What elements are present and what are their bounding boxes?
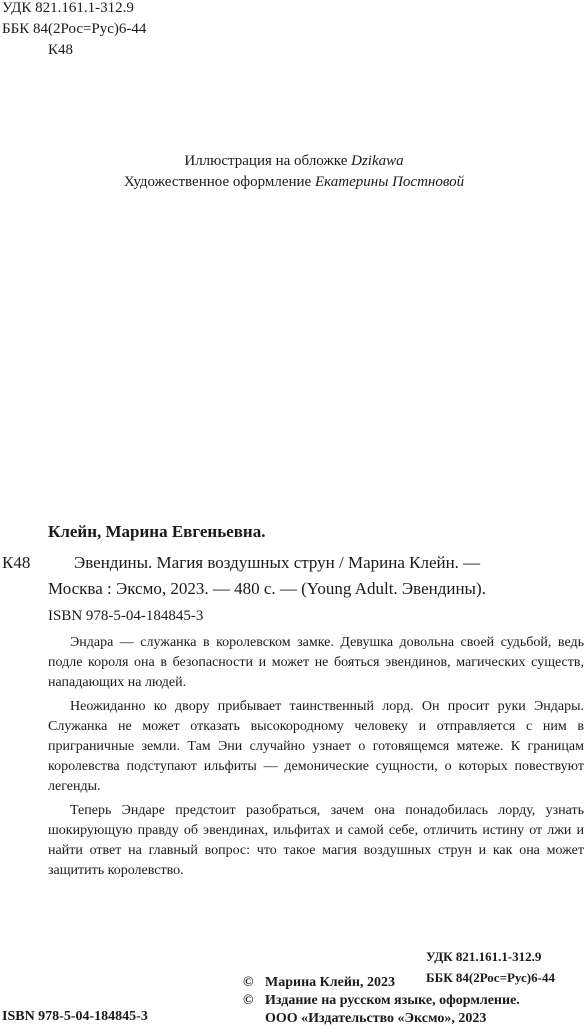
design-credit [0, 172, 588, 193]
record-isbn: ISBN 978-5-04-184845-3 [48, 608, 204, 624]
bbk-code: ББК 84(2Рос=Рус)6-44 [2, 21, 147, 37]
author-heading: Клейн, Марина Евгеньевна. [48, 522, 266, 541]
designer-name: Екатерины Постновой [314, 174, 465, 190]
annotation [48, 633, 584, 881]
bottom-isbn: ISBN 978-5-04-184845-3 [2, 1009, 148, 1024]
imprint-line: Москва : Эксмо, 2023. — 480 с. — (Young Adult. Эвендины). [48, 579, 486, 598]
cover-artist: Dzikawa [351, 153, 404, 169]
cover-illustration-credit [0, 151, 588, 172]
copyright-author [243, 974, 395, 992]
annotation-paragraph: Теперь Эндаре предстоит разобраться, зачем она понадобилась лорду, узнать шокирующую правду об эвендинах, ильфитах и самой себе, отличить истину от лжи и найти ответ на главный вопрос: что такое магия воздушных струн и как она может защитить королевство. [48, 803, 584, 878]
annotation-paragraph: Эндара — служанка в королевском замке. Девушка довольна своей судьбой, ведь подле короля она в безопасности и может не бояться эвендинов, магических существ, нападающих на людей. [48, 635, 584, 690]
record-author-mark: К48 [2, 553, 31, 572]
copyright-publisher: ООО «Издательство «Эксмо», 2023 [265, 1011, 487, 1026]
design-label: Художественное оформление [123, 174, 315, 190]
copyright-edition [243, 992, 520, 1010]
bottom-udk-code: УДК 821.161.1-312.9 [426, 949, 542, 964]
cover-label: Иллюстрация на обложке [184, 153, 352, 169]
copyright-line: Издание на русском языке, оформление. [265, 993, 520, 1008]
copyright-symbol: © [243, 993, 254, 1008]
title-line: Эвендины. Магия воздушных струн / Марина Клейн. — [74, 553, 481, 572]
author-mark: К48 [48, 42, 74, 58]
annotation-paragraph: Неожиданно ко двору прибывает таинственный лорд. Он просит руки Эндары. Служанка не может отказать высокородному человеку и отправляется с ним в приграничные земли. Там Эни случайно узнает о готовящемся мятеже. К границам королевства подступают ильфиты — демонические сущности, о которых повествуют легенды. [48, 699, 584, 794]
copyright-line: Марина Клейн, 2023 [265, 975, 395, 990]
udk-code: УДК 821.161.1-312.9 [2, 0, 134, 16]
bottom-bbk-code: ББК 84(2Рос=Рус)6-44 [426, 970, 555, 985]
copyright-symbol: © [243, 975, 254, 990]
